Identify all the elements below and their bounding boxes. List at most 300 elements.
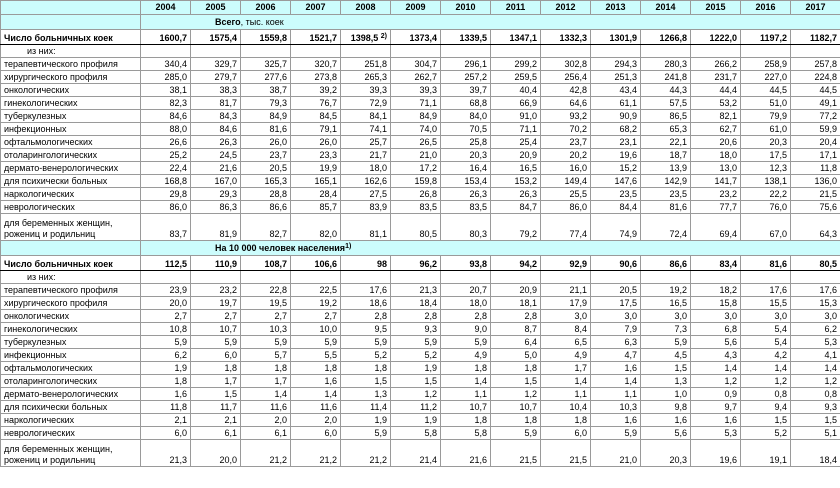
row-value: 29,8	[141, 188, 191, 201]
row-value: 25,5	[541, 188, 591, 201]
row-value: 9,0	[441, 323, 491, 336]
row-value: 1,8	[491, 414, 541, 427]
row-value: 64,3	[791, 214, 840, 241]
row-value: 11,4	[341, 401, 391, 414]
total-value: 1339,5	[441, 30, 491, 45]
row-value: 147,6	[591, 175, 641, 188]
footnote-mark: 2)	[380, 33, 387, 40]
total-value: 81,6	[741, 256, 791, 271]
row-value: 81,9	[191, 214, 241, 241]
row-value: 11,7	[191, 401, 241, 414]
row-value: 5,9	[241, 336, 291, 349]
row-value: 21,3	[141, 440, 191, 467]
row-value: 9,8	[641, 401, 691, 414]
row-value: 1,3	[641, 375, 691, 388]
row-value: 1,6	[591, 414, 641, 427]
row-value: 83,7	[141, 214, 191, 241]
row-value: 1,0	[641, 388, 691, 401]
row-value: 18,0	[441, 297, 491, 310]
row-value: 227,0	[741, 71, 791, 84]
row-value: 20,7	[441, 284, 491, 297]
row-label: для беременных женщин, рожениц и родильниц	[1, 440, 141, 467]
row-value: 19,6	[691, 440, 741, 467]
row-value: 18,1	[491, 297, 541, 310]
row-value: 69,4	[691, 214, 741, 241]
row-value: 251,3	[591, 71, 641, 84]
row-label: хирургического профиля	[1, 71, 141, 84]
row-value: 18,0	[341, 162, 391, 175]
table-row	[1, 71, 840, 84]
row-value: 21,3	[391, 284, 441, 297]
row-value: 61,1	[591, 97, 641, 110]
row-value: 5,9	[641, 336, 691, 349]
row-value: 74,1	[341, 123, 391, 136]
section-title-unit: , тыс. коек	[240, 16, 284, 27]
row-value: 2,7	[241, 310, 291, 323]
row-value: 257,2	[441, 71, 491, 84]
row-value: 1,7	[191, 375, 241, 388]
row-value: 44,5	[741, 84, 791, 97]
row-value: 1,4	[741, 362, 791, 375]
row-value: 20,3	[441, 149, 491, 162]
table-row	[1, 297, 840, 310]
row-value: 17,6	[741, 284, 791, 297]
row-value: 26,8	[391, 188, 441, 201]
row-value: 84,0	[441, 110, 491, 123]
row-value: 77,7	[691, 201, 741, 214]
row-value: 5,9	[591, 427, 641, 440]
row-value: 21,7	[341, 149, 391, 162]
row-value: 5,3	[791, 336, 840, 349]
row-value: 294,3	[591, 58, 641, 71]
row-value: 11,6	[241, 401, 291, 414]
row-value: 86,0	[141, 201, 191, 214]
row-value: 77,2	[791, 110, 840, 123]
row-value: 23,9	[141, 284, 191, 297]
total-value: 1332,3	[541, 30, 591, 45]
row-value: 6,1	[241, 427, 291, 440]
row-value: 302,8	[541, 58, 591, 71]
row-value: 25,2	[141, 149, 191, 162]
row-label: отоларингологических	[1, 375, 141, 388]
empty-cell	[641, 45, 691, 58]
empty-cell	[341, 45, 391, 58]
row-value: 64,6	[541, 97, 591, 110]
row-value: 72,9	[341, 97, 391, 110]
total-value: 1266,8	[641, 30, 691, 45]
row-value: 2,0	[291, 414, 341, 427]
row-value: 6,1	[191, 427, 241, 440]
year-header: 2013	[591, 1, 641, 15]
row-value: 3,0	[541, 310, 591, 323]
row-value: 4,5	[641, 349, 691, 362]
row-value: 1,5	[391, 375, 441, 388]
table-row	[1, 58, 840, 71]
table-row	[1, 175, 840, 188]
row-value: 2,1	[141, 414, 191, 427]
empty-cell	[241, 271, 291, 284]
row-value: 82,1	[691, 110, 741, 123]
row-value: 2,7	[141, 310, 191, 323]
row-value: 1,5	[741, 414, 791, 427]
row-value: 325,7	[241, 58, 291, 71]
row-value: 9,7	[691, 401, 741, 414]
row-value: 38,3	[191, 84, 241, 97]
row-value: 16,4	[441, 162, 491, 175]
row-value: 20,9	[491, 149, 541, 162]
empty-cell	[341, 271, 391, 284]
row-value: 1,6	[291, 375, 341, 388]
row-value: 224,8	[791, 71, 840, 84]
row-value: 21,2	[291, 440, 341, 467]
row-value: 74,9	[591, 214, 641, 241]
row-value: 241,8	[641, 71, 691, 84]
section1-title-row	[1, 15, 840, 30]
total-value: 94,2	[491, 256, 541, 271]
row-value: 6,0	[291, 427, 341, 440]
row-value: 9,4	[741, 401, 791, 414]
row-value: 82,7	[241, 214, 291, 241]
row-value: 1,8	[191, 362, 241, 375]
row-value: 5,9	[191, 336, 241, 349]
row-value: 23,1	[591, 136, 641, 149]
row-value: 38,1	[141, 84, 191, 97]
row-value: 75,6	[791, 201, 840, 214]
row-value: 67,0	[741, 214, 791, 241]
row-value: 1,2	[491, 388, 541, 401]
row-value: 285,0	[141, 71, 191, 84]
row-value: 1,5	[641, 362, 691, 375]
row-value: 6,0	[141, 427, 191, 440]
sub-header-label: из них:	[1, 45, 141, 58]
empty-cell	[491, 45, 541, 58]
empty-cell	[191, 271, 241, 284]
row-value: 11,6	[291, 401, 341, 414]
row-label: туберкулезных	[1, 336, 141, 349]
total-value: 92,9	[541, 256, 591, 271]
section2-title-row	[1, 241, 840, 256]
row-value: 159,8	[391, 175, 441, 188]
total-value: 112,5	[141, 256, 191, 271]
row-value: 9,5	[341, 323, 391, 336]
table-row	[1, 110, 840, 123]
section-title-text: На 10 000 человек населения	[215, 242, 346, 253]
row-value: 1,8	[141, 375, 191, 388]
row-value: 1,4	[541, 375, 591, 388]
row-value: 2,7	[191, 310, 241, 323]
row-label: для психически больных	[1, 175, 141, 188]
row-value: 1,6	[691, 414, 741, 427]
row-value: 11,8	[141, 401, 191, 414]
row-value: 296,1	[441, 58, 491, 71]
table-row	[1, 388, 840, 401]
total-value: 96,2	[391, 256, 441, 271]
row-value: 141,7	[691, 175, 741, 188]
row-value: 2,1	[191, 414, 241, 427]
row-value: 167,0	[191, 175, 241, 188]
row-value: 39,3	[391, 84, 441, 97]
row-value: 1,4	[441, 375, 491, 388]
row-value: 15,3	[791, 297, 840, 310]
empty-cell	[691, 271, 741, 284]
row-value: 84,3	[191, 110, 241, 123]
row-value: 20,0	[141, 297, 191, 310]
row-value: 22,2	[741, 188, 791, 201]
row-value: 74,0	[391, 123, 441, 136]
row-value: 21,0	[591, 440, 641, 467]
row-value: 2,8	[341, 310, 391, 323]
year-header-row	[1, 1, 840, 15]
empty-cell	[291, 45, 341, 58]
row-value: 68,8	[441, 97, 491, 110]
row-label: терапевтического профиля	[1, 284, 141, 297]
row-value: 93,2	[541, 110, 591, 123]
row-value: 20,0	[191, 440, 241, 467]
table-row	[1, 401, 840, 414]
total-value: 1575,4	[191, 30, 241, 45]
row-value: 6,2	[141, 349, 191, 362]
row-label: для психически больных	[1, 401, 141, 414]
row-value: 1,8	[341, 362, 391, 375]
year-header: 2016	[741, 1, 791, 15]
row-value: 65,3	[641, 123, 691, 136]
row-value: 5,0	[491, 349, 541, 362]
row-value: 20,4	[791, 136, 840, 149]
row-value: 20,9	[491, 284, 541, 297]
row-label: наркологических	[1, 414, 141, 427]
table-row	[1, 201, 840, 214]
row-value: 5,7	[241, 349, 291, 362]
row-value: 21,6	[441, 440, 491, 467]
row-value: 24,5	[191, 149, 241, 162]
empty-cell	[291, 271, 341, 284]
table-row	[1, 188, 840, 201]
row-value: 1,7	[241, 375, 291, 388]
row-value: 22,4	[141, 162, 191, 175]
sub-header-label: из них:	[1, 271, 141, 284]
row-value: 1,4	[791, 362, 840, 375]
row-value: 83,5	[391, 201, 441, 214]
row-value: 22,8	[241, 284, 291, 297]
row-value: 17,6	[791, 284, 840, 297]
empty-cell	[591, 271, 641, 284]
row-value: 6,3	[591, 336, 641, 349]
row-value: 1,8	[241, 362, 291, 375]
row-label: инфекционных	[1, 349, 141, 362]
empty-cell	[391, 45, 441, 58]
row-value: 71,1	[491, 123, 541, 136]
row-value: 19,9	[291, 162, 341, 175]
total-value: 98	[341, 256, 391, 271]
empty-cell	[791, 45, 840, 58]
row-value: 10,7	[441, 401, 491, 414]
row-value: 1,2	[741, 375, 791, 388]
row-value: 320,7	[291, 58, 341, 71]
row-value: 279,7	[191, 71, 241, 84]
row-value: 262,7	[391, 71, 441, 84]
row-value: 79,1	[291, 123, 341, 136]
row-value: 1,8	[441, 362, 491, 375]
row-value: 165,3	[241, 175, 291, 188]
section-title-fill	[491, 241, 840, 256]
row-value: 1,4	[591, 375, 641, 388]
row-value: 5,2	[341, 349, 391, 362]
row-value: 5,6	[691, 336, 741, 349]
row-value: 1,2	[391, 388, 441, 401]
total-value: 80,5	[791, 256, 840, 271]
row-value: 5,9	[391, 336, 441, 349]
row-value: 2,8	[441, 310, 491, 323]
total-value: 1559,8	[241, 30, 291, 45]
row-value: 39,7	[441, 84, 491, 97]
row-value: 256,4	[541, 71, 591, 84]
row-value: 49,1	[791, 97, 840, 110]
row-value: 5,9	[341, 336, 391, 349]
table-row	[1, 136, 840, 149]
row-value: 5,5	[291, 349, 341, 362]
row-value: 153,2	[491, 175, 541, 188]
row-value: 3,0	[691, 310, 741, 323]
row-value: 15,5	[741, 297, 791, 310]
row-value: 12,3	[741, 162, 791, 175]
row-value: 84,6	[141, 110, 191, 123]
row-value: 84,7	[491, 201, 541, 214]
row-value: 10,3	[591, 401, 641, 414]
year-header: 2009	[391, 1, 441, 15]
row-value: 39,2	[291, 84, 341, 97]
empty-cell	[691, 45, 741, 58]
row-value: 23,2	[691, 188, 741, 201]
empty-cell	[391, 271, 441, 284]
row-value: 4,1	[791, 349, 840, 362]
row-value: 90,9	[591, 110, 641, 123]
total-value: 93,8	[441, 256, 491, 271]
row-value: 329,7	[191, 58, 241, 71]
row-label: Число больничных коек	[1, 256, 141, 271]
row-value: 84,9	[391, 110, 441, 123]
row-value: 280,3	[641, 58, 691, 71]
row-value: 299,2	[491, 58, 541, 71]
row-value: 4,3	[691, 349, 741, 362]
row-value: 86,5	[641, 110, 691, 123]
row-value: 40,4	[491, 84, 541, 97]
sub-header-row	[1, 45, 840, 58]
row-value: 1,8	[441, 414, 491, 427]
table-row	[1, 362, 840, 375]
row-value: 83,9	[341, 201, 391, 214]
table-row	[1, 310, 840, 323]
year-header: 2015	[691, 1, 741, 15]
row-value: 21,6	[191, 162, 241, 175]
table-row	[1, 123, 840, 136]
row-value: 15,2	[591, 162, 641, 175]
row-value: 4,9	[541, 349, 591, 362]
row-value: 5,9	[291, 336, 341, 349]
row-value: 38,7	[241, 84, 291, 97]
row-value: 273,8	[291, 71, 341, 84]
table-row	[1, 336, 840, 349]
year-header: 2005	[191, 1, 241, 15]
row-value: 79,2	[491, 214, 541, 241]
row-value: 4,9	[441, 349, 491, 362]
row-value: 81,6	[641, 201, 691, 214]
row-value: 26,6	[141, 136, 191, 149]
total-value: 108,7	[241, 256, 291, 271]
row-value: 18,2	[691, 284, 741, 297]
section-title-fill	[491, 15, 840, 30]
row-value: 1,8	[541, 414, 591, 427]
table-row	[1, 323, 840, 336]
section-title	[141, 15, 491, 30]
table-row	[1, 149, 840, 162]
row-label: офтальмологических	[1, 362, 141, 375]
row-value: 85,7	[291, 201, 341, 214]
total-value	[341, 30, 391, 45]
row-value: 22,5	[291, 284, 341, 297]
row-value: 20,5	[591, 284, 641, 297]
row-value: 1,4	[691, 362, 741, 375]
row-value: 84,6	[191, 123, 241, 136]
row-value: 304,7	[391, 58, 441, 71]
row-value: 21,5	[541, 440, 591, 467]
row-value: 2,7	[291, 310, 341, 323]
row-value: 1,5	[791, 414, 840, 427]
row-value: 5,2	[741, 427, 791, 440]
row-value: 1,8	[291, 362, 341, 375]
row-value: 79,3	[241, 97, 291, 110]
row-value: 20,2	[541, 149, 591, 162]
row-value: 53,2	[691, 97, 741, 110]
row-value: 5,8	[441, 427, 491, 440]
row-value: 15,8	[691, 297, 741, 310]
row-label: инфекционных	[1, 123, 141, 136]
row-value: 70,2	[541, 123, 591, 136]
row-value: 28,8	[241, 188, 291, 201]
empty-cell	[441, 45, 491, 58]
row-label: неврологических	[1, 201, 141, 214]
row-label: терапевтического профиля	[1, 58, 141, 71]
row-value: 81,7	[191, 97, 241, 110]
row-value: 19,6	[591, 149, 641, 162]
empty-cell	[541, 45, 591, 58]
total-value: 86,6	[641, 256, 691, 271]
row-value: 11,2	[391, 401, 441, 414]
row-value: 76,0	[741, 201, 791, 214]
section-title-spacer	[1, 241, 141, 256]
table-row	[1, 440, 840, 467]
row-value: 0,8	[741, 388, 791, 401]
row-value: 18,0	[691, 149, 741, 162]
row-value: 19,2	[641, 284, 691, 297]
total-value-text: 1398,5	[350, 33, 379, 43]
row-label: дермато-венерологических	[1, 162, 141, 175]
year-header: 2008	[341, 1, 391, 15]
row-value: 17,5	[591, 297, 641, 310]
row-value: 23,2	[191, 284, 241, 297]
empty-cell	[441, 271, 491, 284]
row-value: 83,5	[441, 201, 491, 214]
row-value: 19,2	[291, 297, 341, 310]
row-value: 17,5	[741, 149, 791, 162]
row-value: 18,4	[791, 440, 840, 467]
empty-cell	[741, 45, 791, 58]
row-value: 5,9	[141, 336, 191, 349]
row-value: 10,7	[491, 401, 541, 414]
row-value: 21,1	[541, 284, 591, 297]
row-value: 57,5	[641, 97, 691, 110]
section-title-bold: Всего	[215, 16, 241, 27]
row-value: 258,9	[741, 58, 791, 71]
